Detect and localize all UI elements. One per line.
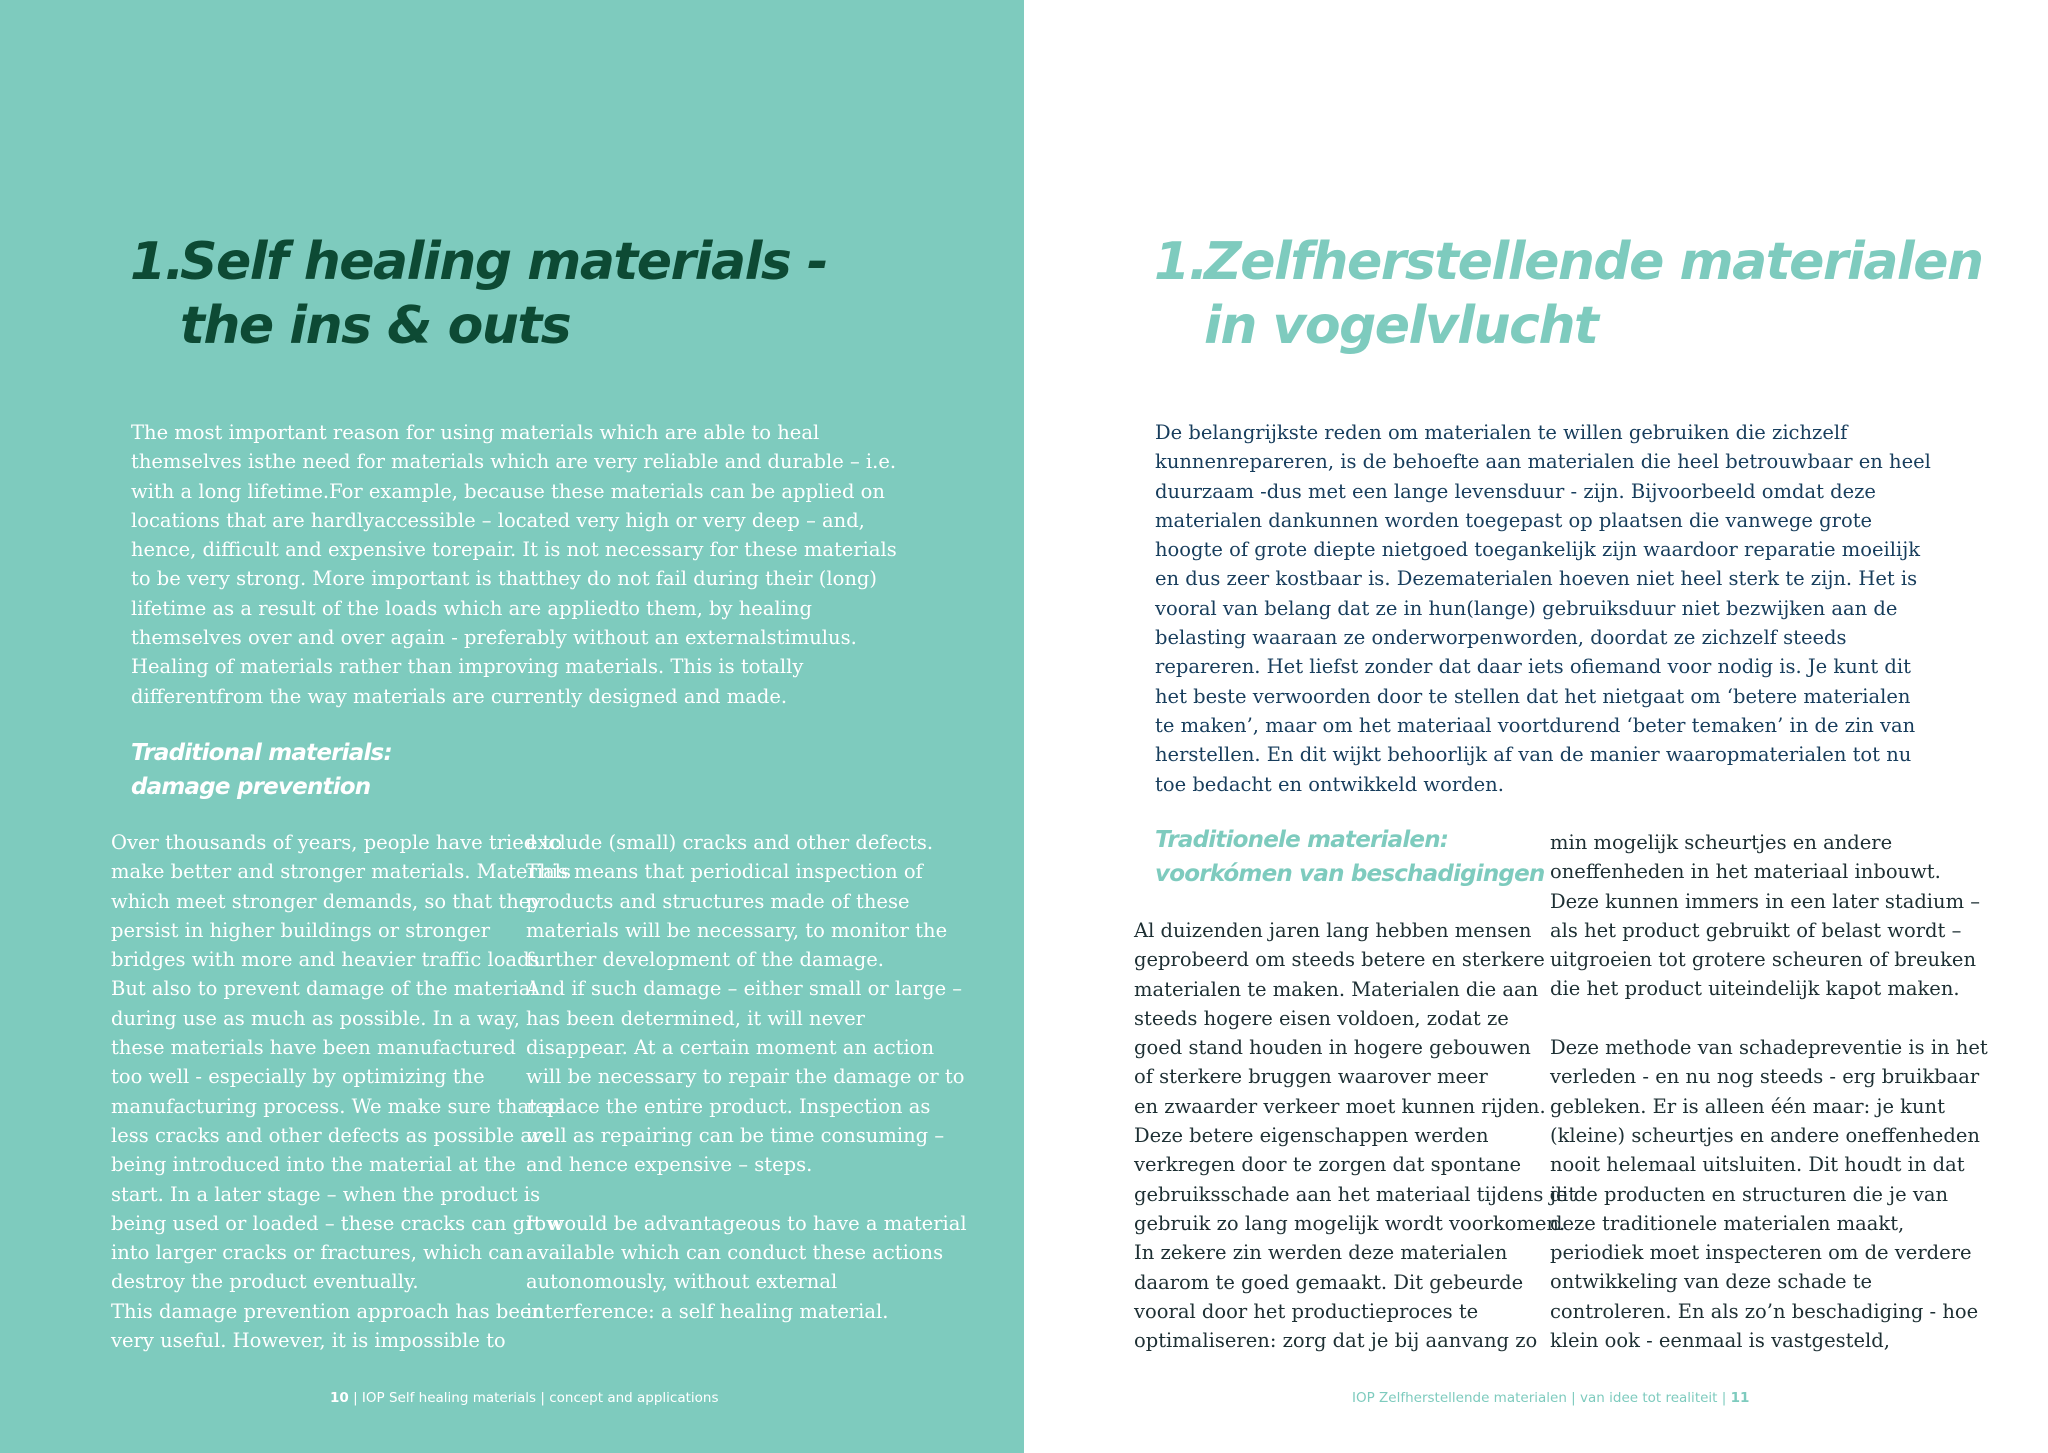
text-line: gaat om ‘betere materialen te maken’, maar om het materiaal voortdurend ‘beter te	[1155, 684, 1911, 737]
text-line: maken’ in de zin van herstellen. En dit wijkt behoorlijk af van de manier waarop	[1155, 713, 1916, 767]
text-line: daarom te goed gemaakt. Dit gebeurde	[1134, 1270, 1524, 1294]
text-line: nooit helemaal uitsluiten. Dit houdt in dat	[1550, 1153, 1965, 1177]
text-line: worden, doordat ze zichzelf steeds repareren. Het liefst zonder dat daar iets of	[1155, 626, 1847, 679]
text-line: autonomously, without external	[526, 1270, 838, 1294]
right-subheading	[1155, 823, 1544, 891]
text-line: For example, because these materials can be applied on locations that are hardly	[131, 479, 885, 532]
text-line: available which can conduct these actions	[526, 1241, 944, 1265]
left-page-number: 10	[330, 1390, 349, 1406]
right-subheading-line-1: Traditionele materialen:	[1155, 827, 1449, 853]
text-line: en zwaarder verkeer moet kunnen rijden.	[1134, 1094, 1546, 1118]
text-line: min mogelijk scheurtjes en andere	[1550, 831, 1893, 854]
text-line: But also to prevent damage of the material	[111, 977, 537, 1001]
text-line: And if such damage – either small or large –	[526, 977, 963, 1001]
text-line: being used or loaded – these cracks can grow	[111, 1211, 563, 1235]
left-title-line-2: the ins & outs	[180, 296, 571, 356]
text-line: will be necessary to repair the damage or to	[526, 1065, 965, 1089]
text-line: manufacturing process. We make sure that as	[111, 1094, 565, 1118]
right-body-column-1	[1134, 916, 1577, 1355]
left-title-number: 1.	[130, 232, 183, 292]
text-line: destroy the product eventually.	[111, 1270, 419, 1294]
text-line: uitgroeien tot grotere scheuren of breuken	[1550, 948, 1977, 972]
text-line: materialen tot nu toe bedacht en ontwikkeld worden.	[1155, 743, 1912, 796]
text-line: has been determined, it will never	[526, 1006, 865, 1030]
text-line: oneffenheden in het materiaal inbouwt.	[1550, 860, 1941, 884]
text-line: to them, by healing themselves over and over again - preferably without an external	[131, 596, 812, 650]
text-line: The most important reason for using materials which are able to heal themselves is	[131, 421, 820, 474]
left-title-line-1: Self healing materials -	[180, 232, 828, 292]
right-title-number: 1.	[1154, 232, 1207, 292]
text-line: very useful. However, it is impossible to	[111, 1329, 506, 1353]
text-line: die het product uiteindelijk kapot maken.	[1550, 977, 1960, 1001]
text-line: steeds hogere eisen voldoen, zodat ze	[1134, 1006, 1509, 1030]
text-line: start. In a later stage – when the product is	[111, 1182, 541, 1206]
text-line: periodiek moet inspecteren om de verdere	[1550, 1241, 1972, 1265]
text-line: controleren. En als zo’n beschadiging - hoe	[1550, 1299, 1979, 1323]
left-body-column-1	[111, 828, 572, 1355]
text-line: je de producten en structuren die je van	[1550, 1182, 1949, 1206]
text-line: of sterkere bruggen waarover meer	[1134, 1065, 1488, 1089]
text-line: In zekere zin werden deze materialen	[1134, 1241, 1508, 1265]
text-line: Deze kunnen immers in een later stadium –	[1550, 889, 1981, 913]
text-line: This means that periodical inspection of	[526, 860, 923, 884]
left-page-footer	[330, 1390, 719, 1406]
text-line: the need for materials which are very reliable and durable – i.e. with a long lifetime.	[131, 450, 897, 503]
text-line: goed toegankelijk zijn waardoor reparatie moeilijk en dus zeer kostbaar is. Deze	[1155, 538, 1921, 591]
text-line: materialen te maken. Materialen die aan	[1134, 977, 1539, 1001]
paragraph-break	[1550, 1004, 1940, 1033]
text-line: gebruiksschade aan het materiaal tijdens dit	[1134, 1182, 1577, 1206]
text-line: ontwikkeling van deze schade te	[1550, 1270, 1873, 1294]
text-line: these materials have been manufactured	[111, 1036, 516, 1060]
text-line: materials will be necessary, to monitor the	[526, 918, 948, 942]
right-page-footer	[1352, 1390, 1749, 1406]
left-subheading-line-2: damage prevention	[131, 774, 371, 800]
right-footer-text: IOP Zelfherstellende materialen | van idee tot realiteit |	[1352, 1390, 1731, 1406]
text-line: als het product gebruikt of belast wordt –	[1550, 918, 1962, 942]
left-page-title	[130, 230, 827, 358]
text-line: (lange) gebruiksduur niet bezwijken aan de belasting waaraan ze onderworpen	[1155, 596, 1898, 650]
text-line: vooral door het productieproces te	[1134, 1299, 1479, 1323]
text-line: optimaliseren: zorg dat je bij aanvang zo	[1134, 1329, 1538, 1353]
text-line: from the way materials are currently designed and made.	[216, 684, 788, 708]
text-line: verkregen door te zorgen dat spontane	[1134, 1153, 1522, 1177]
text-line: Over thousands of years, people have tried to	[111, 831, 563, 854]
text-line: interference: a self healing material.	[526, 1299, 889, 1323]
text-line: disappear. At a certain moment an action	[526, 1036, 935, 1060]
text-line: deze traditionele materialen maakt,	[1550, 1211, 1905, 1235]
text-line: geprobeerd om steeds betere en sterkere	[1134, 948, 1545, 972]
text-line: exclude (small) cracks and other defects.	[526, 831, 934, 854]
left-intro-paragraph	[131, 418, 911, 711]
text-line: being introduced into the material at the	[111, 1153, 516, 1177]
text-line: products and structures made of these	[526, 889, 910, 913]
text-line: kunnen worden toegepast op plaatsen die vanwege grote hoogte of grote diepte niet	[1155, 508, 1873, 562]
text-line: during use as much as possible. In a way,	[111, 1006, 520, 1030]
left-body-column-2	[526, 828, 967, 1326]
text-line: accessible – located very high or very deep – and, hence, difficult and expensive to	[131, 508, 865, 562]
text-line: Deze methode van schadepreventie is in het	[1550, 1036, 1988, 1060]
text-line: goed stand houden in hogere gebouwen	[1134, 1036, 1531, 1060]
text-line: well as repairing can be time consuming –	[526, 1123, 945, 1147]
left-subheading-line-1: Traditional materials:	[131, 740, 392, 766]
text-line: too well - especially by optimizing the	[111, 1065, 485, 1089]
text-line: which meet stronger demands, so that they	[111, 889, 542, 913]
text-line: iemand voor nodig is. Je kunt dit het beste verwoorden door te stellen dat het niet	[1155, 655, 1911, 708]
right-subheading-line-2: voorkómen van beschadigingen	[1155, 861, 1545, 887]
right-title-line-2: in vogelvlucht	[1204, 296, 1598, 356]
right-page	[1024, 0, 2048, 1453]
text-line: It would be advantageous to have a material	[526, 1211, 967, 1235]
text-line: dus met een lange levensduur - zijn. Bijvoorbeeld omdat deze materialen dan	[1155, 479, 1876, 532]
text-line: persist in higher buildings or stronger	[111, 918, 491, 942]
text-line: into larger cracks or fractures, which can	[111, 1241, 524, 1265]
text-line: (kleine) scheurtjes en andere oneffenheden	[1550, 1123, 1980, 1147]
text-line: materialen hoeven niet heel sterk te zijn. Het is vooral van belang dat ze in hun	[1155, 567, 1918, 620]
left-subheading	[131, 736, 392, 804]
text-line: and hence expensive – steps.	[526, 1153, 813, 1177]
text-line: repareren, is de behoefte aan materialen die heel betrouwbaar en heel duurzaam -	[1155, 450, 1931, 503]
paragraph-break	[526, 1180, 916, 1209]
right-page-title	[1154, 230, 1983, 358]
text-line: verleden - en nu nog steeds - erg bruikbaar	[1550, 1065, 1980, 1089]
text-line: they do not fail during their (long) lifetime as a result of the loads which are applied	[131, 567, 878, 620]
text-line: replace the entire product. Inspection as	[526, 1094, 931, 1118]
text-line: Deze betere eigenschappen werden	[1134, 1124, 1489, 1148]
text-line: Al duizenden jaren lang hebben mensen	[1134, 919, 1532, 942]
right-body-column-2	[1550, 828, 1988, 1355]
text-line: less cracks and other defects as possible are	[111, 1123, 553, 1147]
left-footer-text: | IOP Self healing materials | concept and applications	[348, 1390, 719, 1406]
text-line: gebleken. Er is alleen één maar: je kunt	[1550, 1094, 1945, 1118]
text-line: stimulus. Healing of materials rather than improving materials. This is totally different	[131, 626, 857, 708]
text-line: make better and stronger materials. Materials	[111, 860, 572, 884]
text-line: repair. It is not necessary for these materials to be very strong. More important is that	[131, 538, 897, 591]
right-title-line-1: Zelfherstellende materialen	[1204, 232, 1983, 292]
right-page-number: 11	[1730, 1390, 1750, 1406]
text-line: klein ook - eenmaal is vastgesteld,	[1550, 1329, 1890, 1353]
text-line: This damage prevention approach has been	[111, 1299, 544, 1323]
text-line: bridges with more and heavier traffic loads.	[111, 948, 546, 972]
text-line: further development of the damage.	[526, 948, 884, 972]
right-intro-paragraph	[1155, 418, 1935, 799]
text-line: gebruik zo lang mogelijk wordt voorkomen.	[1134, 1211, 1566, 1235]
text-line: De belangrijkste reden om materialen te willen gebruiken die zichzelf kunnen	[1155, 421, 1848, 474]
